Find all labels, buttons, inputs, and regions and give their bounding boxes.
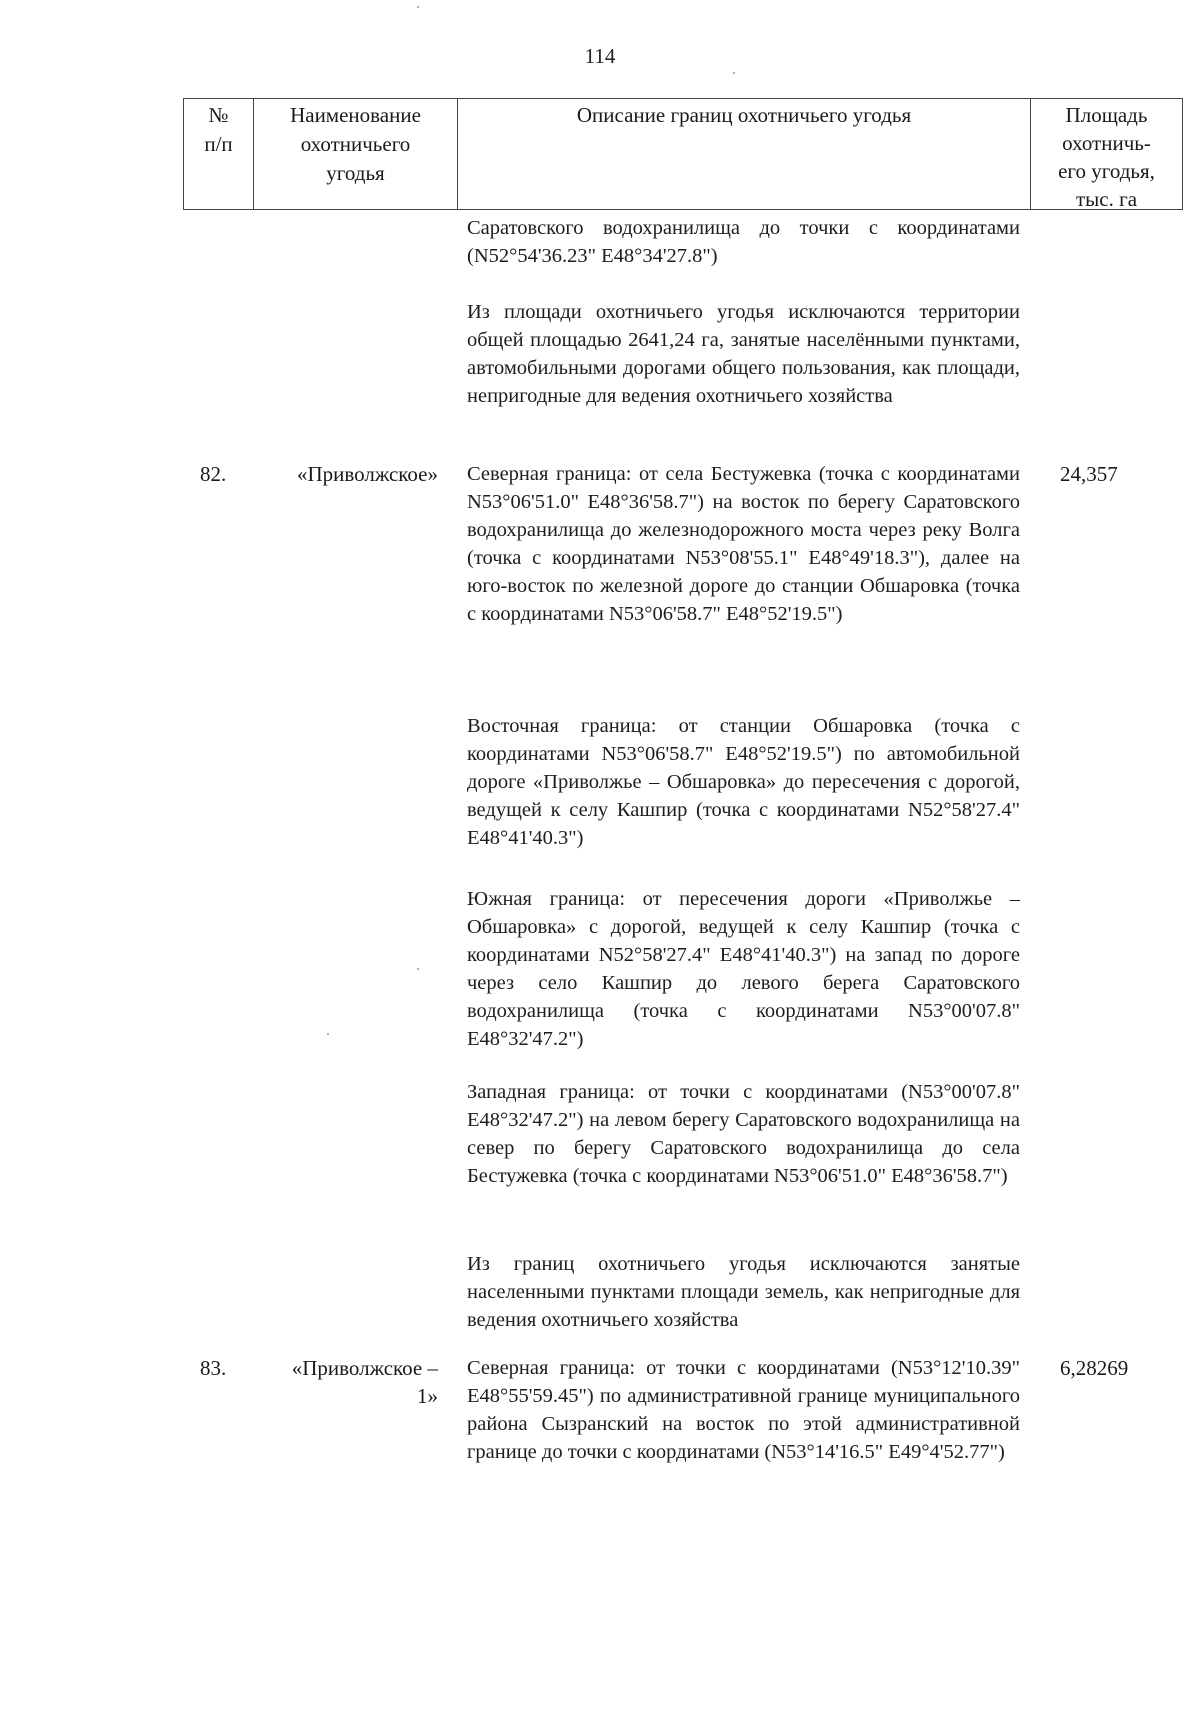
header-number-column: № п/п bbox=[184, 99, 254, 209]
page-number: 114 bbox=[584, 44, 616, 68]
scan-speck bbox=[417, 6, 419, 8]
continuation-exclusion-paragraph: Из площади охотничьего угодья исключаются территории общей площадью 2641,24 га, занятые населёнными пунктами, автомобильными дорогами общего пользования, как площади, непригодные для ведения охотничьего хозяйства bbox=[467, 301, 1020, 407]
header-description-column: Описание границ охотничьего угодья bbox=[458, 99, 1031, 209]
entry-number: 82. bbox=[200, 462, 227, 486]
entry-area: 24,357 bbox=[1060, 462, 1118, 486]
entry-name: «Приволжское – 1» bbox=[291, 1356, 438, 1408]
east-boundary-paragraph: Восточная граница: от станции Обшаровка (точка с координатами N53°06'58.7" E48°52'19.5") по автомобильной дороге «Приволжье – Обшаровка» до пересечения с дорогой, ведущей к селу Кашпир (точка с координатами N52°58'27.4" E48°41'40.3") bbox=[467, 715, 1020, 849]
header-area-column: Площадь охотничь- его угодья, тыс. га bbox=[1058, 103, 1155, 211]
header-name-column: Наименование охотничьего угодья bbox=[254, 99, 458, 209]
scan-speck bbox=[327, 1033, 329, 1035]
west-boundary-paragraph: Западная граница: от точки с координатами (N53°00'07.8" E48°32'47.2") на левом берегу Саратовского водохранилища на север по берегу Саратовского водохранилища до села Бестужевка (точка с координатами N53°06'51.0" E48°36'58.7") bbox=[467, 1081, 1020, 1187]
scan-speck bbox=[733, 72, 735, 74]
exclusion-paragraph: Из границ охотничьего угодья исключаются занятые населенными пунктами площади земель, как непригодные для ведения охотничьего хозяйства bbox=[467, 1253, 1020, 1331]
entry-number: 83. bbox=[200, 1356, 227, 1380]
north-boundary-paragraph: Северная граница: от точки с координатами (N53°12'10.39" E48°55'59.45") по административной границе муниципального района Сызранский на восток по этой административной границе до точки с координатами (N53°14'16.5" E49°4'52.77") bbox=[467, 1357, 1020, 1463]
scan-speck bbox=[417, 968, 419, 970]
north-boundary-paragraph: Северная граница: от села Бестужевка (точка с координатами N53°06'51.0" E48°36'58.7") на восток по берегу Саратовского водохранилища до железнодорожного моста через реку Волга (точка с координатами N53°08'55.1" E48°49'18.3"), далее на юго-восток по железной дороге до станции Обшаровка (точка с координатами N53°06'58.7" E48°52'19.5") bbox=[467, 463, 1020, 625]
south-boundary-paragraph: Южная граница: от пересечения дороги «Приволжье – Обшаровка» с дорогой, ведущей к селу Кашпир (точка с координатами N52°58'27.4" E48°41'40.3") на запад по дороге через село Кашпир до левого берега Саратовского водохранилища (точка с координатами N53°00'07.8" E48°32'47.2") bbox=[467, 888, 1020, 1050]
entry-area: 6,28269 bbox=[1060, 1356, 1129, 1380]
table-header bbox=[183, 98, 1183, 210]
entry-name: «Приволжское» bbox=[296, 462, 438, 486]
continuation-paragraph: Саратовского водохранилища до точки с координатами (N52°54'36.23" E48°34'27.8") bbox=[467, 217, 1020, 267]
